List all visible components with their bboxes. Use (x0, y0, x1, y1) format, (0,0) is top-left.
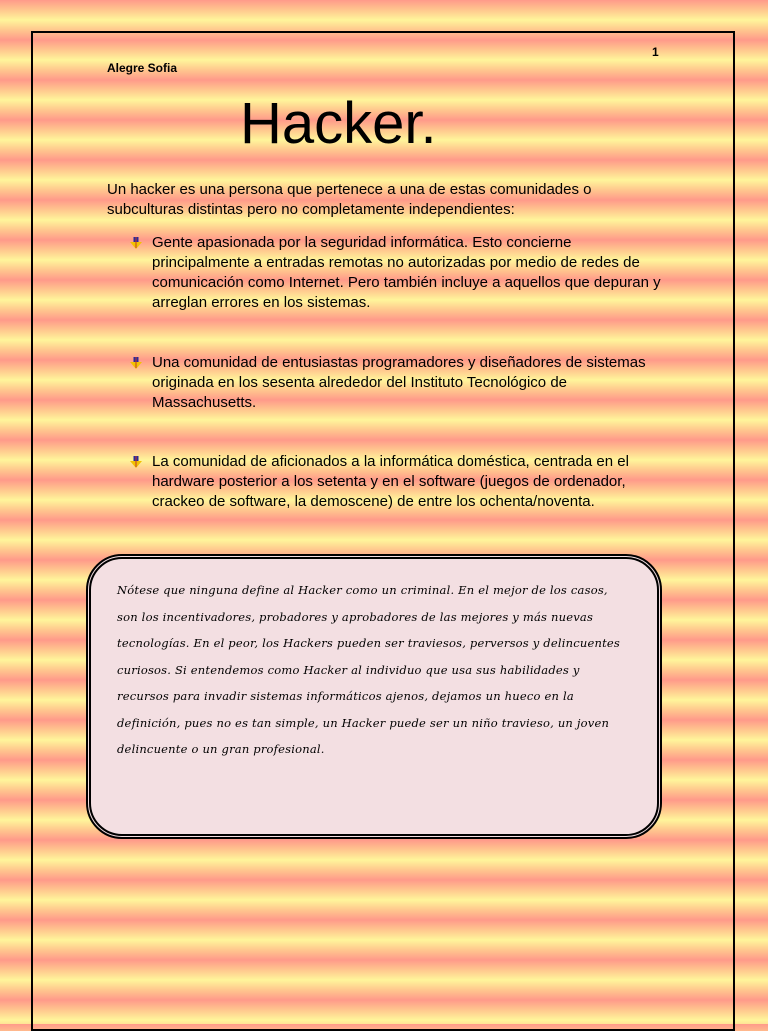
down-arrow-bullet-icon (130, 237, 142, 249)
note-text: Nótese que ninguna define al Hacker como un criminal. En el mejor de los casos, son los incentivadores, probadores y aprobadores de las mejores y más nuevas tecnologías. En el peor, los Hackers pueden ser traviesos, perversos y delincuentes curiosos. Si entendemos como Hacker al individuo que usa sus habilidades y recursos para invadir sistemas informáticos ajenos, dejamos un hueco en la definición, pues no es tan simple, un Hacker puede ser un niño travieso, un joven delincuente o un gran profesional. (117, 583, 621, 756)
intro-paragraph: Un hacker es una persona que pertenece a una de estas comunidades o subculturas distintas pero no completamente independientes: (107, 181, 592, 218)
down-arrow-bullet-icon (130, 456, 142, 468)
down-arrow-bullet-icon (130, 357, 142, 369)
document-title: Hacker. (240, 91, 437, 156)
bullet-item (107, 452, 667, 512)
page-number: 1 (652, 45, 659, 59)
bullet-text: La comunidad de aficionados a la informática doméstica, centrada en el hardware posterior a los setenta y en el software (juegos de ordenador, crackeo de software, la demoscene) de entre los ochenta/noventa. (152, 453, 629, 510)
bullet-item (107, 233, 667, 313)
bullet-text: Gente apasionada por la seguridad informática. Esto concierne principalmente a entradas remotas no autorizadas por medio de redes de comunicación como Internet. Pero también incluye a aquellos que depuran y arreglan errores en los sistemas. (152, 234, 661, 311)
bullet-list (107, 233, 667, 552)
bullet-text: Una comunidad de entusiastas programadores y diseñadores de sistemas originada en los sesenta alrededor del Instituto Tecnológico de Massachusetts. (152, 354, 646, 411)
note-callout-box (86, 554, 662, 839)
author-name: Alegre Sofia (107, 61, 178, 75)
bullet-item (107, 353, 667, 413)
